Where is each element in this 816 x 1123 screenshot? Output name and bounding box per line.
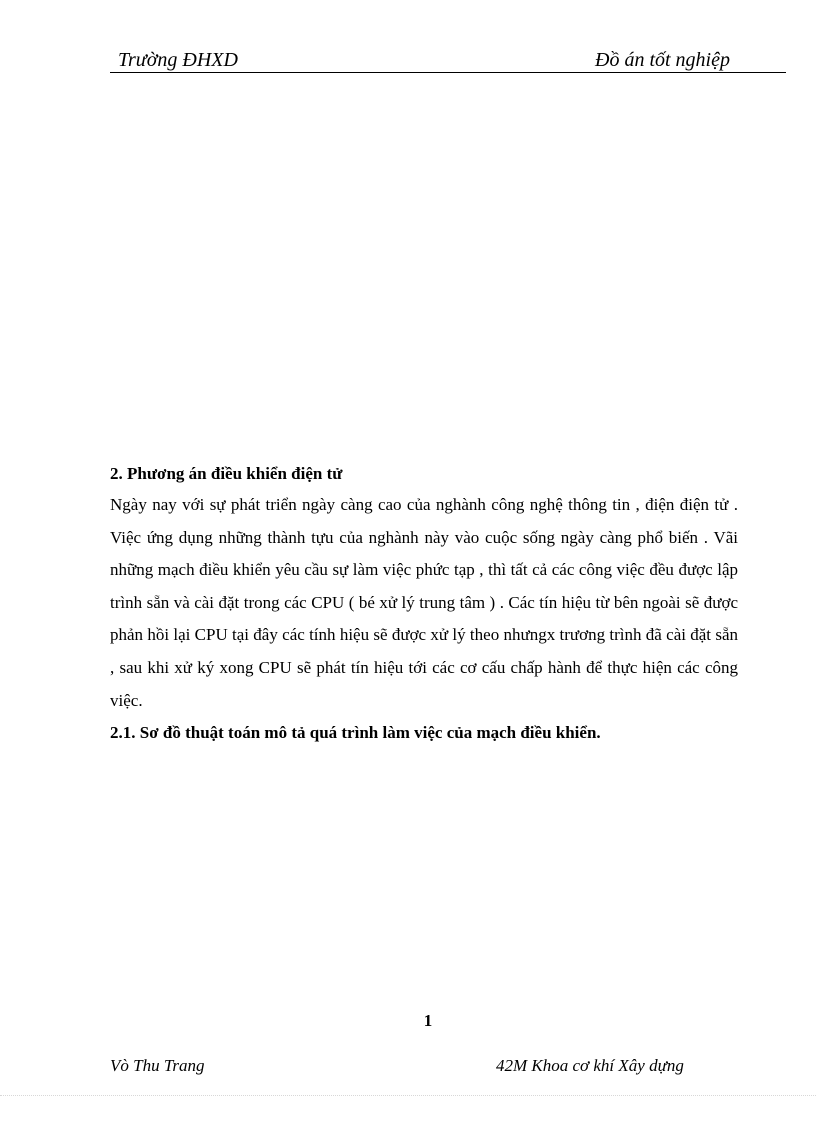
header-school: Trường ĐHXD <box>118 49 238 71</box>
page-number: 1 <box>423 1011 433 1030</box>
page-bottom-divider <box>0 1095 816 1096</box>
subsection-heading: 2.1. Sơ đồ thuật toán mô tả quá trình làm việc của mạch điều khiển. <box>110 723 601 743</box>
document-body <box>110 459 738 749</box>
footer-author: Vò Thu Trang <box>110 1056 205 1075</box>
section-heading: 2. Phương án điều khiển điện tử <box>110 464 343 483</box>
footer-department: 42M Khoa cơ khí Xây dựng <box>496 1056 684 1075</box>
section-paragraph: Ngày nay với sự phát triển ngày càng cao của nghành công nghệ thông tin , điện điện tử . Việc ứng dụng những thành tựu của nghành này vào cuộc sống ngày càng phổ biến . Vãi những mạch điều khiển yêu cầu sự làm việc phức tạp , thì tất cả các công việc đều được lập trình sẵn và cài đặt trong các CPU ( bé xử lý trung tâm ) . Các tín hiệu từ bên ngoài sẽ được phản hồi lại CPU tại đây các tính hiệu sẽ được xử lý theo nhưngx trương trình đã cài đặt sẵn , sau khi xử ký xong CPU sẽ phát tín hiệu tới các cơ cấu chấp hành để thực hiện các công việc. <box>110 495 738 710</box>
page-header <box>110 48 786 73</box>
header-title: Đồ án tốt nghiệp <box>595 49 730 71</box>
